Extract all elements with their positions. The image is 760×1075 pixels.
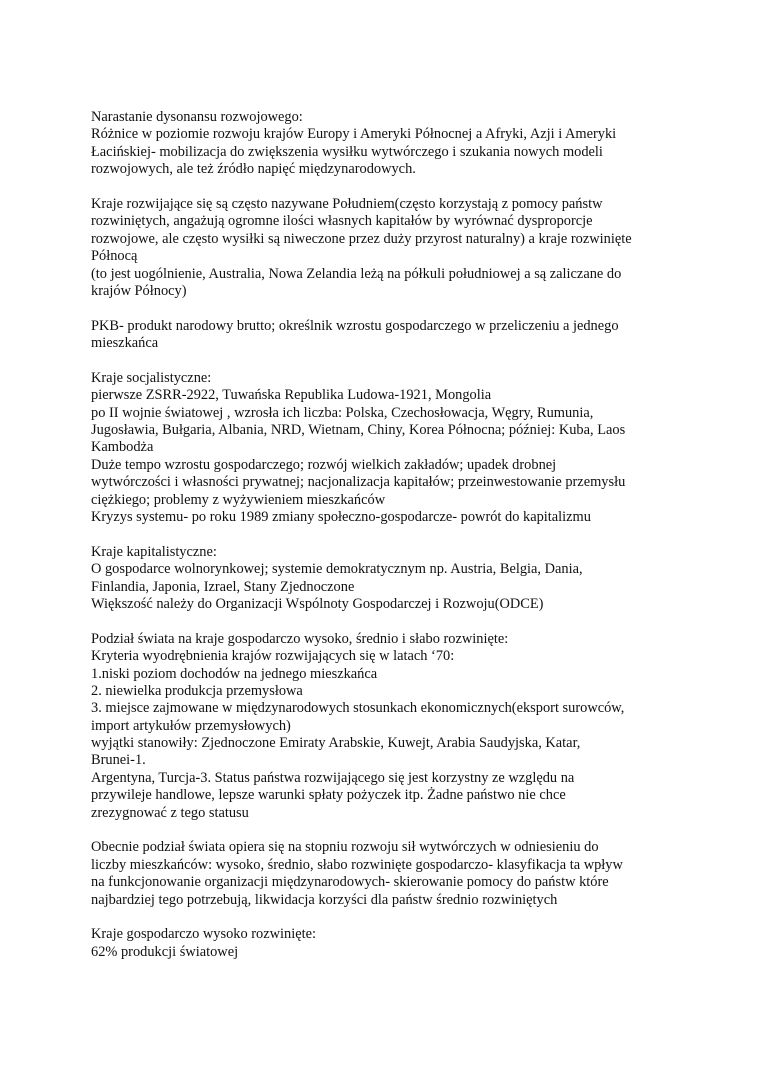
text-line: po II wojnie światowej , wzrosła ich liczba: Polska, Czechosłowacja, Węgry, Rumunia, <box>91 404 594 421</box>
paragraph-gap <box>91 300 681 317</box>
paragraph-poludnie-polnoc <box>91 196 681 300</box>
text-line: Obecnie podział świata opiera się na stopniu rozwoju sił wytwórczych w odniesieniu do <box>91 839 599 856</box>
text-line: rozwiniętych, angażują ogromne ilości własnych kapitałów by wyrównać dysproporcje <box>91 213 593 230</box>
paragraph-gap <box>91 613 681 630</box>
text-line: zrezygnować z tego statusu <box>91 804 249 821</box>
text-line: Kambodża <box>91 439 154 456</box>
document-page <box>91 109 681 961</box>
heading-podzial-swiata: Podział świata na kraje gospodarczo wysoko, średnio i słabo rozwinięte: <box>91 630 509 647</box>
heading-kraje-kapitalistyczne: Kraje kapitalistyczne: <box>91 543 217 560</box>
paragraph-gap <box>91 352 681 369</box>
text-line: na funkcjonowanie organizacji międzynarodowych- skierowanie pomocy do państw które <box>91 874 609 891</box>
text-line: liczby mieszkańców: wysoko, średnio, słabo rozwinięte gospodarczo- klasyfikacja ta wpływ <box>91 856 623 873</box>
text-line: O gospodarce wolnorynkowej; systemie demokratycznym np. Austria, Belgia, Dania, <box>91 561 583 578</box>
paragraph-obecny-podzial <box>91 839 681 909</box>
text-line: Różnice w poziomie rozwoju krajów Europy i Ameryki Północnej a Afryki, Azji i Ameryki <box>91 126 617 143</box>
heading-dysonans: Narastanie dysonansu rozwojowego: <box>91 109 303 125</box>
text-line: Argentyna, Turcja-3. Status państwa rozwijającego się jest korzystny ze względu na <box>91 769 575 786</box>
paragraph-podzial-swiata <box>91 631 681 822</box>
list-item: 1.niski poziom dochodów na jednego mieszkańca <box>91 665 378 682</box>
text-line: rozwojowych, ale też źródło napięć międzynarodowych. <box>91 161 416 178</box>
text-line: krajów Północy) <box>91 282 187 299</box>
text-line: Finlandia, Japonia, Izrael, Stany Zjednoczone <box>91 578 355 595</box>
text-line: 62% produkcji światowej <box>91 943 239 960</box>
text-line: Brunei-1. <box>91 752 146 769</box>
heading-kraje-socjalistyczne: Kraje socjalistyczne: <box>91 369 212 386</box>
paragraph-kraje-wysoko-rozwiniete <box>91 926 681 961</box>
text-line: Kryteria wyodrębnienia krajów rozwijających się w latach ‘70: <box>91 648 455 665</box>
paragraph-gap <box>91 909 681 926</box>
paragraph-dysonans <box>91 109 681 179</box>
paragraph-gap <box>91 822 681 839</box>
text-line: najbardziej tego potrzebują, likwidacja korzyści dla państw średnio rozwiniętych <box>91 891 558 908</box>
paragraph-pkb <box>91 318 681 353</box>
list-item: 3. miejsce zajmowane w międzynarodowych stosunkach ekonomicznych(eksport surowców, <box>91 700 625 717</box>
text-line: PKB- produkt narodowy brutto; określnik wzrostu gospodarczego w przeliczeniu a jednego <box>91 317 619 334</box>
text-line: import artykułów przemysłowych) <box>91 717 291 734</box>
paragraph-kraje-kapitalistyczne <box>91 544 681 614</box>
paragraph-kraje-socjalistyczne <box>91 370 681 527</box>
text-line: Kraje rozwijające się są często nazywane Południem(często korzystają z pomocy państw <box>91 195 603 212</box>
text-line: Większość należy do Organizacji Wspólnoty Gospodarczej i Rozwoju(ODCE) <box>91 595 544 612</box>
text-line: pierwsze ZSRR-2922, Tuwańska Republika Ludowa-1921, Mongolia <box>91 387 492 404</box>
text-line: ciężkiego; problemy z wyżywieniem mieszkańców <box>91 491 386 508</box>
text-line: Duże tempo wzrostu gospodarczego; rozwój wielkich zakładów; upadek drobnej <box>91 456 557 473</box>
text-line: Kryzys systemu- po roku 1989 zmiany społeczno-gospodarcze- powrót do kapitalizmu <box>91 508 591 525</box>
text-line: przywileje handlowe, lepsze warunki spłaty pożyczek itp. Żadne państwo nie chce <box>91 787 566 804</box>
heading-kraje-wysoko-rozwiniete: Kraje gospodarczo wysoko rozwinięte: <box>91 926 316 943</box>
text-line: wyjątki stanowiły: Zjednoczone Emiraty Arabskie, Kuwejt, Arabia Saudyjska, Katar, <box>91 735 581 752</box>
text-line: wytwórczości i własności prywatnej; nacjonalizacja kapitałów; przeinwestowanie przemysłu <box>91 474 626 491</box>
text-line: rozwojowe, ale często wysiłki są niweczone przez duży przyrost naturalny) a kraje rozwinięte <box>91 230 632 247</box>
paragraph-gap <box>91 179 681 196</box>
text-line: Łacińskiej- mobilizacja do zwiększenia wysiłku wytwórczego i szukania nowych modeli <box>91 143 603 160</box>
text-line: (to jest uogólnienie, Australia, Nowa Zelandia leżą na półkuli południowej a są zaliczane do <box>91 265 622 282</box>
text-line: Jugosławia, Bułgaria, Albania, NRD, Wietnam, Chiny, Korea Północna; później: Kuba, Laos <box>91 422 626 439</box>
text-line: mieszkańca <box>91 335 159 352</box>
paragraph-gap <box>91 526 681 543</box>
text-line: Północą <box>91 248 138 265</box>
list-item: 2. niewielka produkcja przemysłowa <box>91 682 303 699</box>
